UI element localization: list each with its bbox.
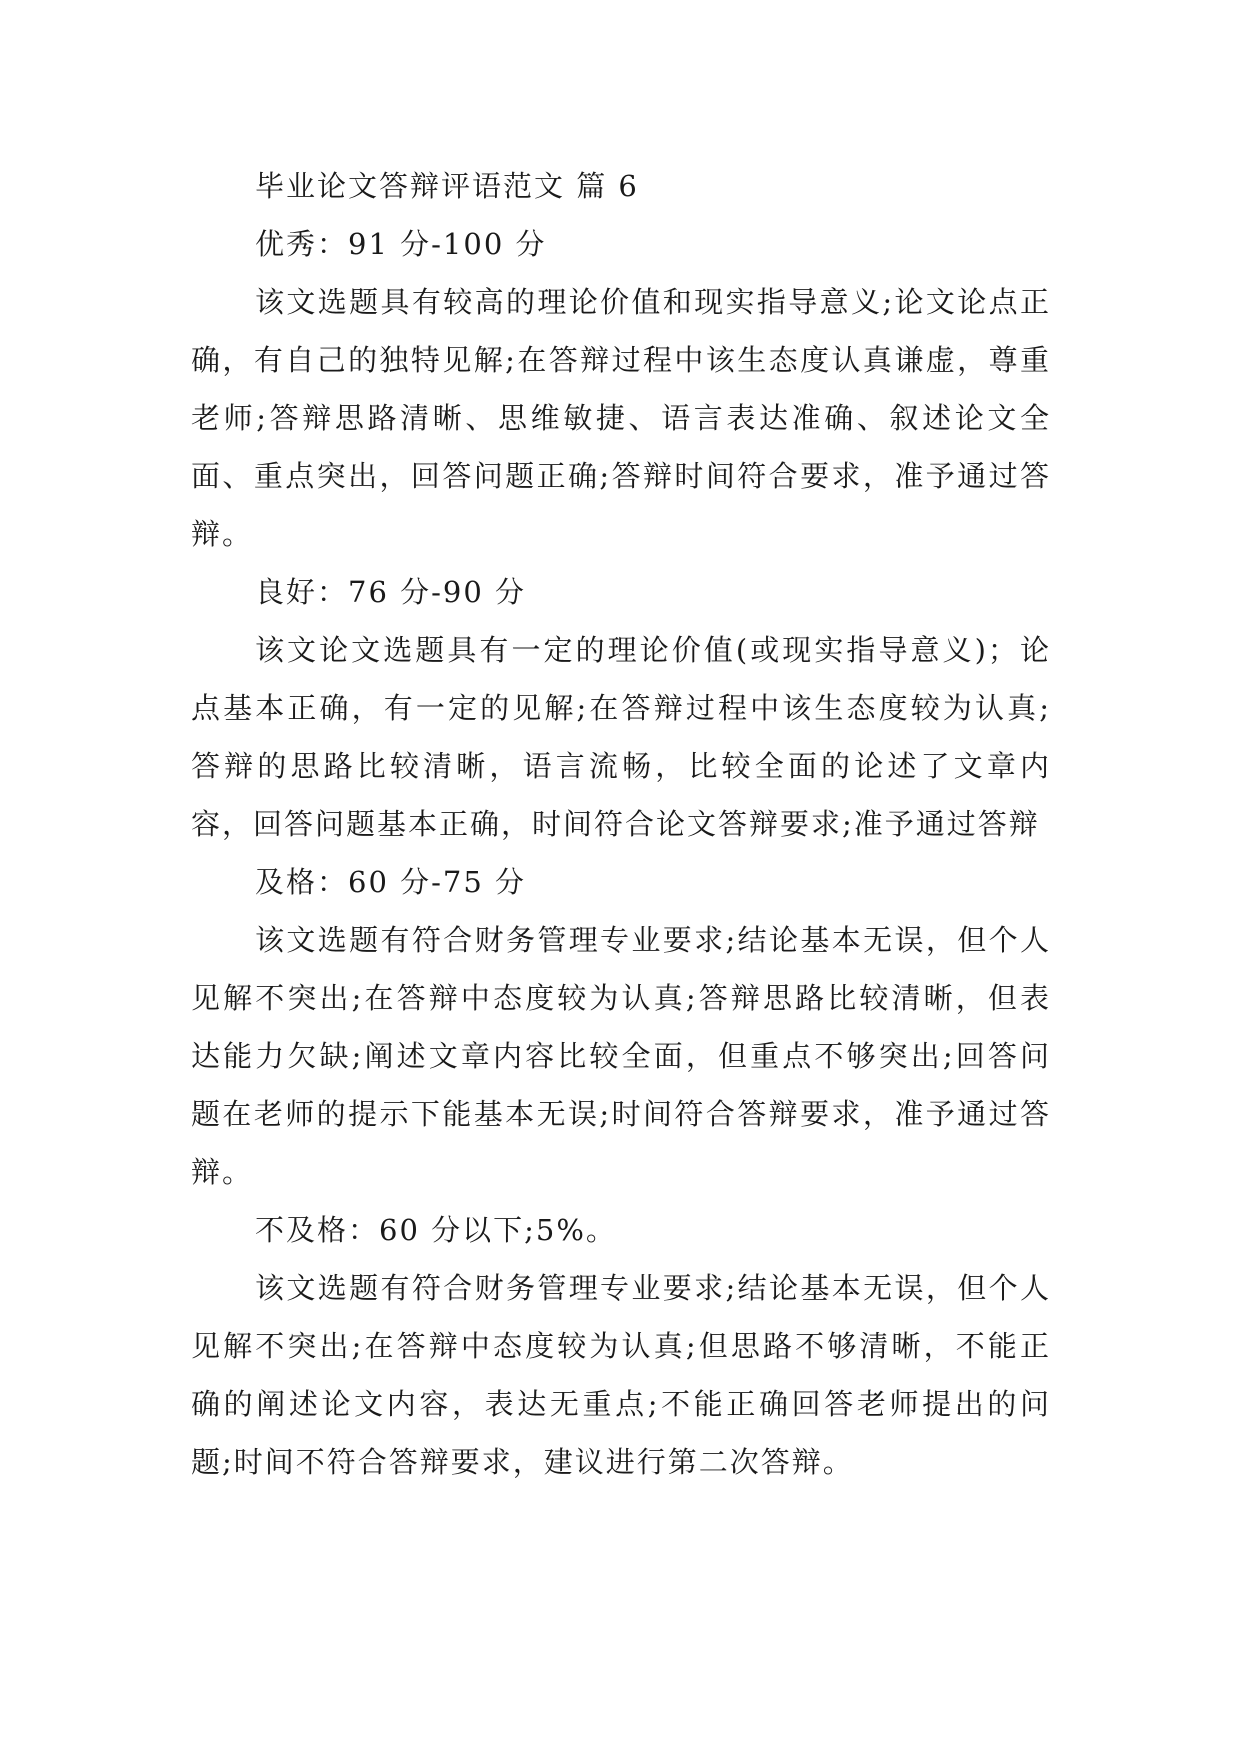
- grade-heading-pass: 及格：60 分-75 分: [255, 865, 527, 899]
- comment-pass: 该文选题有符合财务管理专业要求;结论基本无误，但个人见解不突出;在答辩中态度较为认真;答辩思路比较清晰，但表达能力欠缺;阐述文章内容比较全面，但重点不够突出;回答问题在老师的提示下能基本无误;时间符合答辩要求，准予通过答辩。: [191, 923, 1051, 1189]
- document-title: 毕业论文答辩评语范文 篇 6: [255, 169, 639, 203]
- document-body: [191, 157, 1051, 1491]
- section-fail: [191, 1201, 1051, 1491]
- section-excellent: [191, 215, 1051, 563]
- section-pass: [191, 853, 1051, 1201]
- comment-good: 该文论文选题具有一定的理论价值(或现实指导意义)；论点基本正确，有一定的见解;在答辩过程中该生态度较为认真;答辩的思路比较清晰，语言流畅，比较全面的论述了文章内容，回答问题基本正确，时间符合论文答辩要求;准予通过答辩: [191, 633, 1051, 841]
- section-good: [191, 563, 1051, 853]
- grade-heading-excellent: 优秀：91 分-100 分: [255, 227, 547, 261]
- grade-heading-good: 良好：76 分-90 分: [255, 575, 527, 609]
- comment-excellent: 该文选题具有较高的理论价值和现实指导意义;论文论点正确，有自己的独特见解;在答辩过程中该生态度认真谦虚，尊重老师;答辩思路清晰、思维敏捷、语言表达准确、叙述论文全面、重点突出，回答问题正确;答辩时间符合要求，准予通过答辩。: [191, 285, 1051, 551]
- comment-fail: 该文选题有符合财务管理专业要求;结论基本无误，但个人见解不突出;在答辩中态度较为认真;但思路不够清晰，不能正确的阐述论文内容，表达无重点;不能正确回答老师提出的问题;时间不符合答辩要求，建议进行第二次答辩。: [191, 1271, 1051, 1479]
- grade-heading-fail: 不及格：60 分以下;5%。: [255, 1213, 617, 1247]
